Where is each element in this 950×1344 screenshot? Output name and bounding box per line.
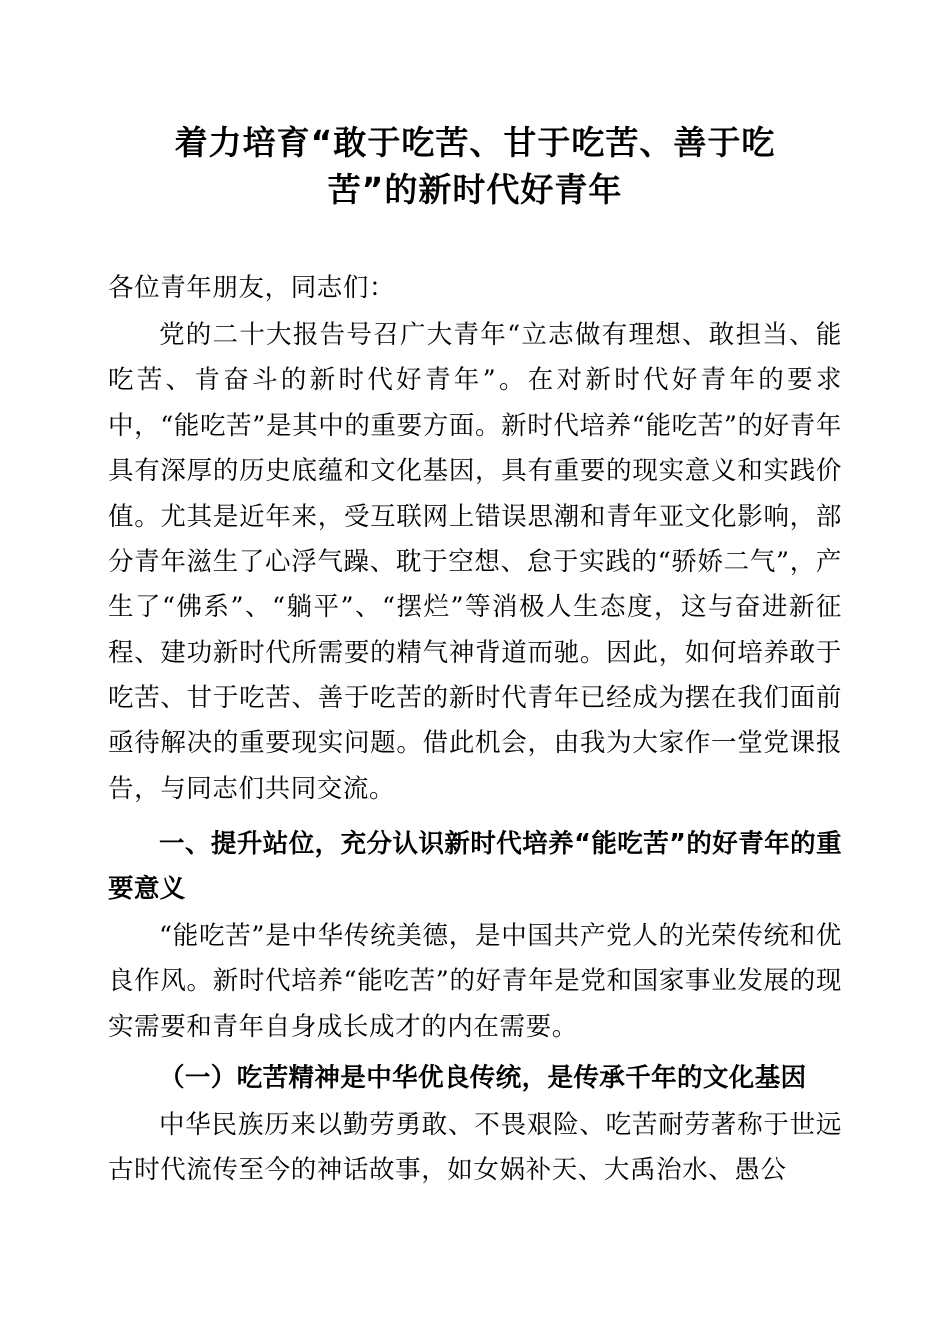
body-paragraph-3: 中华民族历来以勤劳勇敢、不畏艰险、吃苦耐劳著称于世远古时代流传至今的神话故事，如女娲补天、大禹治水、愚公 bbox=[108, 1109, 842, 1186]
body-paragraph-2: “能吃苦”是中华传统美德，是中国共产党人的光荣传统和优良作风。新时代培养“能吃苦”的好青年是党和国家事业发展的现实需要和青年自身成长成才的内在需要。 bbox=[108, 920, 842, 1042]
body-paragraph-1: 党的二十大报告号召广大青年“立志做有理想、敢担当、能吃苦、肯奋斗的新时代好青年”。在对新时代好青年的要求中，“能吃苦”是其中的重要方面。新时代培养“能吃苦”的好青年具有深厚的历史底蕴和文化基因，具有重要的现实意义和实践价值。尤其是近年来，受互联网上错误思潮和青年亚文化影响，部分青年滋生了心浮气躁、耽于空想、怠于实践的“骄娇二气”，产生了“佛系”、“躺平”、“摆烂”等消极人生态度，这与奋进新征程、建功新时代所需要的精气神背道而驰。因此，如何培养敢于吃苦、甘于吃苦、善于吃苦的新时代青年已经成为摆在我们面前亟待解决的重要现实问题。借此机会，由我为大家作一堂党课报告，与同志们共同交流。 bbox=[108, 320, 842, 804]
section-heading-1: 一、提升站位，充分认识新时代培养“能吃苦”的好青年的重要意义 bbox=[108, 829, 842, 905]
subsection-heading-1: （一）吃苦精神是中华优良传统，是传承千年的文化基因 bbox=[159, 1063, 807, 1094]
salutation-paragraph: 各位青年朋友，同志们： bbox=[108, 272, 396, 303]
page-title: 着力培育“敢于吃苦、甘于吃苦、善于吃苦”的新时代好青年 bbox=[174, 123, 776, 209]
